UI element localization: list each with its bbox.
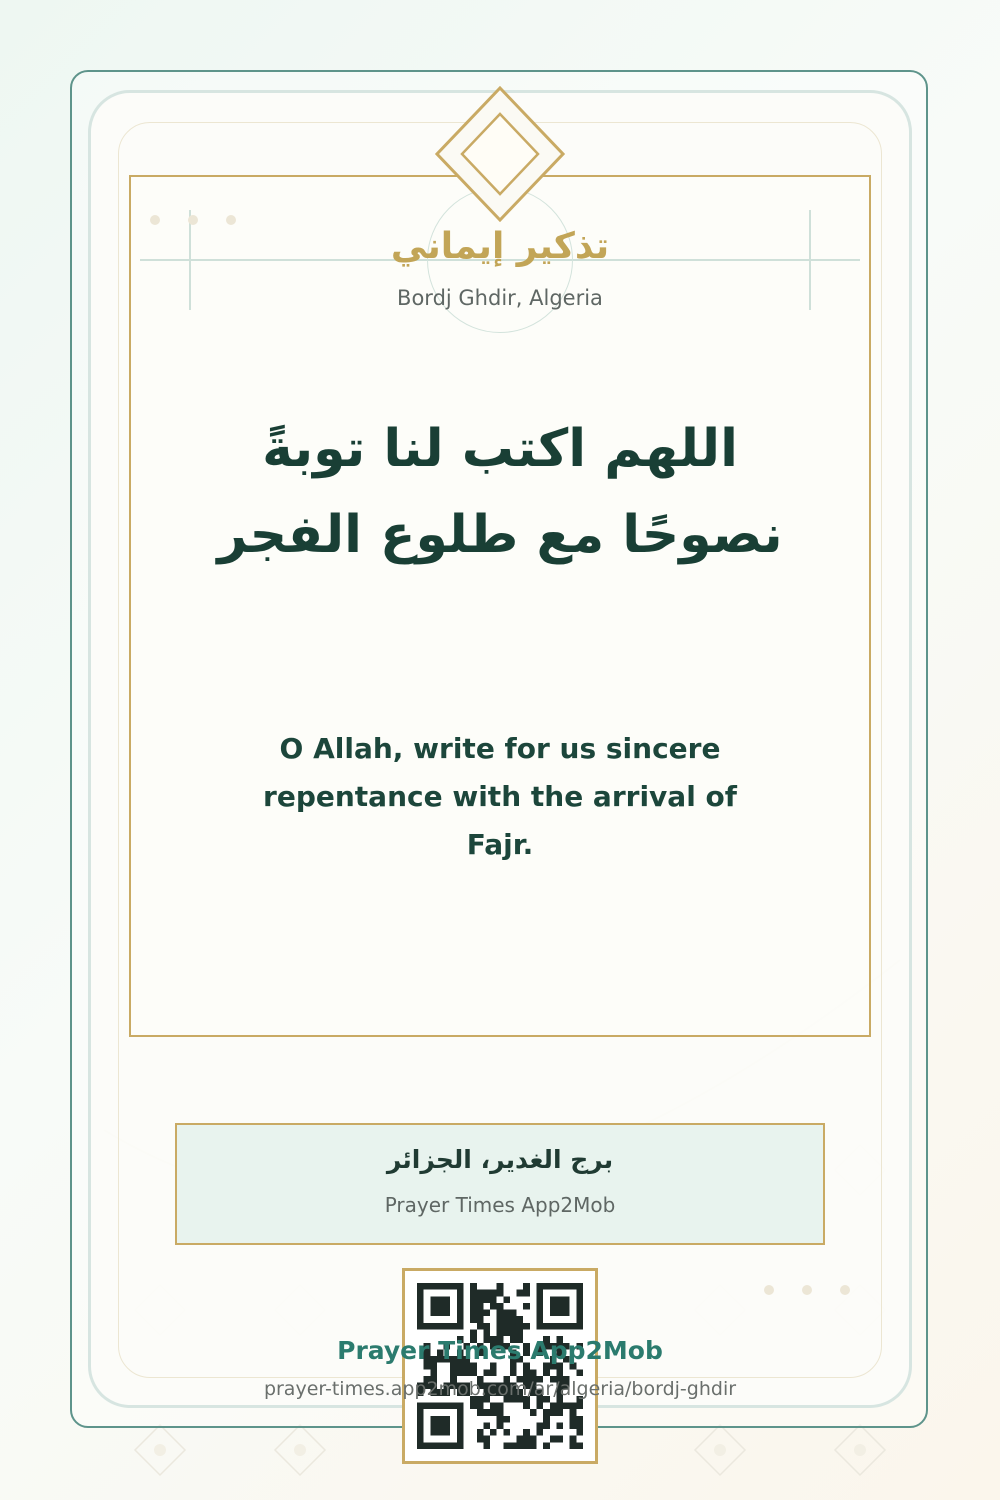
info-box [175, 1123, 825, 1245]
dua-arabic-line-2: نصوحًا مع طلوع الفجر [217, 505, 783, 565]
city-arabic: برج الغدير، الجزائر [386, 1145, 614, 1174]
dua-arabic-line-1: اللهم اكتب لنا توبةً [262, 419, 738, 479]
diamond-emblem-icon [435, 86, 565, 222]
qr-code-icon[interactable] [417, 1283, 583, 1449]
dua-english: O Allah, write for us sincere repentance with the arrival of Fajr. [263, 732, 737, 861]
footer-url-link[interactable]: prayer-times.app2mob.com/ar/algeria/bordj-ghdir [263, 1378, 737, 1400]
location-label: Bordj Ghdir, Algeria [397, 286, 603, 310]
decorative-dot [764, 1285, 774, 1295]
decorative-dot [802, 1285, 812, 1295]
decorative-dot [150, 215, 160, 225]
app-subtitle: Prayer Times App2Mob [384, 1193, 616, 1217]
footer-app-name[interactable]: Prayer Times App2Mob [337, 1336, 663, 1365]
decorative-dot [840, 1285, 850, 1295]
decorative-dot [188, 215, 198, 225]
decorative-dot [226, 215, 236, 225]
dua-arabic [140, 406, 860, 578]
brand-title: تذكير إيماني [390, 226, 610, 267]
